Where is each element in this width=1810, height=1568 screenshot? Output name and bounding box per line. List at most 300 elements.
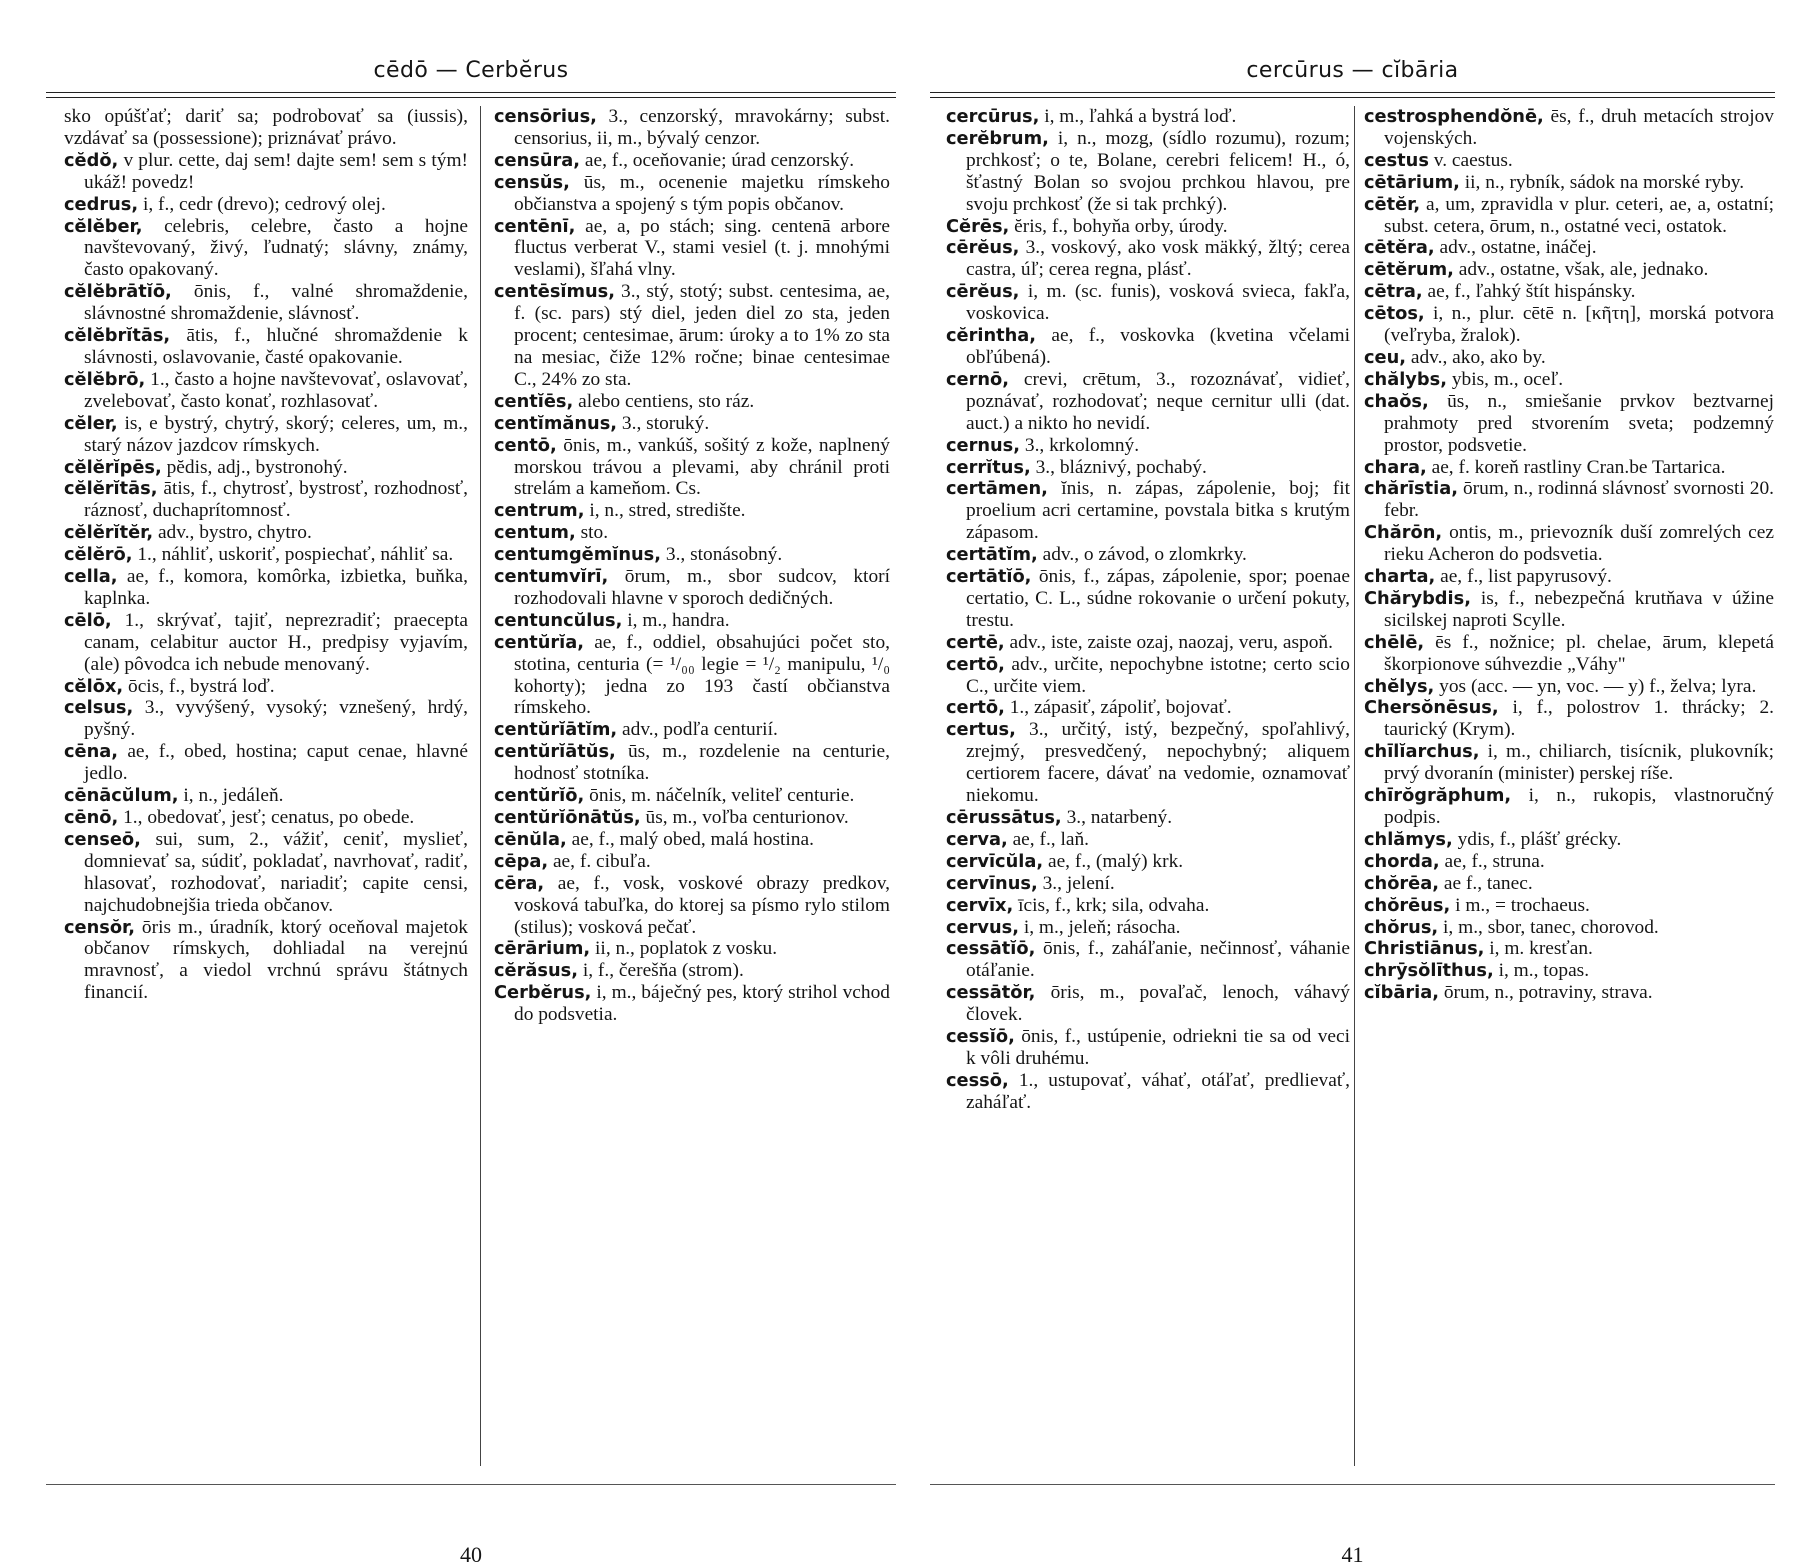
entry-headword: chŏrēus, bbox=[1364, 894, 1451, 916]
dictionary-entry bbox=[1364, 259, 1774, 281]
dictionary-entry bbox=[494, 807, 890, 829]
entry-definition: 1., zápasiť, zápoliť, bojovať. bbox=[1009, 697, 1232, 719]
entry-definition: adv., iste, zaiste ozaj, naozaj, veru, aspoň. bbox=[1009, 631, 1333, 653]
dictionary-entry bbox=[494, 719, 890, 741]
entry-definition: 1., často a hojne navštevovať, oslavovať, zvelebovať, často konať, rozhlasovať. bbox=[84, 368, 468, 412]
entry-headword: centumvĭrī, bbox=[494, 566, 609, 588]
dictionary-entry bbox=[494, 391, 890, 413]
entry-definition: ātis, f., chytrosť, bystrosť, rozhodnosť, ráznosť, duchaprítomnosť. bbox=[84, 478, 468, 522]
entry-headword: chaŏs, bbox=[1364, 390, 1429, 412]
dictionary-entry bbox=[946, 544, 1350, 566]
entry-definition: 3., jelení. bbox=[1042, 872, 1115, 894]
dictionary-entry bbox=[1364, 960, 1774, 982]
dictionary-entry bbox=[494, 938, 890, 960]
entry-headword: cĕrinthа, bbox=[946, 325, 1037, 347]
entry-headword: cĕlōx, bbox=[64, 675, 124, 697]
entry-headword: centŭrĭō, bbox=[494, 785, 585, 807]
entry-headword: cĕlĕber, bbox=[64, 215, 143, 237]
entry-headword: chara, bbox=[1364, 456, 1427, 478]
dictionary-entry bbox=[1364, 741, 1774, 785]
entry-headword: cercūrus, bbox=[946, 106, 1040, 127]
entry-definition: i, m. (sc. funis), vosková svieca, fakľa, voskovica. bbox=[966, 281, 1350, 325]
entry-headword: censŭs, bbox=[494, 171, 570, 193]
dictionary-entry bbox=[1364, 873, 1774, 895]
dictionary-entry bbox=[1364, 457, 1774, 479]
entry-definition: ēs f., nožnice; pl. chelae, ārum, klepetá škorpionove súhvezdie „Váhy" bbox=[1384, 631, 1774, 675]
entry-headword: centŭrĭa, bbox=[494, 631, 585, 653]
entry-headword: cestus bbox=[1364, 149, 1429, 171]
dictionary-entry bbox=[1364, 106, 1774, 150]
entry-definition: adv., určite, nepochybne istotne; certo scio C., určite viem. bbox=[966, 653, 1350, 697]
entry-definition: ōrum, n., rodinná slávnosť svornosti 20. febr. bbox=[1384, 478, 1774, 522]
entry-definition: pĕdis, adj., bystronohý. bbox=[166, 456, 348, 478]
dictionary-entry bbox=[64, 369, 468, 413]
entry-headword: chīlĭarchus, bbox=[1364, 741, 1480, 763]
entry-definition: ae, f., vosk, voskové obrazy predkov, vosková tabuľka, do ktorej sa písmo rylo stilom (stilus); vosková pečať. bbox=[514, 872, 890, 938]
entry-definition: 3., stonásobný. bbox=[665, 544, 783, 566]
entry-definition: ae f., tanec. bbox=[1443, 872, 1533, 894]
dictionary-column bbox=[946, 106, 1350, 1464]
entry-definition: ātis, f., hlučné shromaždenie k slávnosti, oslavovanie, časté opakovanie. bbox=[84, 325, 468, 368]
entry-headword: cerva, bbox=[946, 828, 1008, 850]
entry-definition: i, n., rukopis, vlastnoručný podpis. bbox=[1384, 785, 1774, 828]
dictionary-entry bbox=[1364, 676, 1774, 698]
footer-rule bbox=[46, 1484, 896, 1485]
entry-headword: centŭrĭōnātŭs, bbox=[494, 807, 641, 828]
entry-headword: cēlō, bbox=[64, 609, 112, 631]
dictionary-entry bbox=[946, 917, 1350, 939]
entry-definition: i, m., sbor, tanec, chorovod. bbox=[1443, 916, 1659, 938]
entry-headword: cēnō, bbox=[64, 807, 119, 828]
left-page bbox=[46, 0, 896, 1567]
dictionary-column bbox=[64, 106, 468, 1464]
entry-headword: cessĭō, bbox=[946, 1026, 1015, 1048]
entry-headword: cĭbāria, bbox=[1364, 982, 1439, 1004]
entry-headword: cĕlĕbrĭtās, bbox=[64, 325, 171, 347]
entry-definition: 3., bláznivý, pochabý. bbox=[1035, 456, 1207, 478]
dictionary-entry bbox=[494, 982, 890, 1026]
entry-headword: cētĕrum, bbox=[1364, 259, 1454, 281]
entry-headword: certē, bbox=[946, 631, 1005, 653]
entry-headword: centō, bbox=[494, 434, 557, 456]
entry-headword: cerĕbrum, bbox=[946, 127, 1049, 149]
entry-headword: censŏr, bbox=[64, 916, 135, 938]
entry-headword: cernus, bbox=[946, 434, 1021, 456]
entry-definition: 1., skrývať, tajiť, neprezradiť; praecepta canam, celabitur auctor H., predpisy vyjavím, (ale) pôvodca ich nebude menovaný. bbox=[84, 609, 468, 675]
entry-headword: cēpa, bbox=[494, 850, 549, 872]
dictionary-entry bbox=[64, 676, 468, 698]
entry-headword: Chărybdis, bbox=[1364, 587, 1471, 609]
dictionary-entry bbox=[494, 106, 890, 150]
entry-definition: 1., náhliť, uskoriť, pospiechať, náhliť sa. bbox=[137, 544, 454, 566]
dictionary-entry bbox=[1364, 237, 1774, 259]
entry-definition: celebris, celebre, často a hojne navštevovaný, živý, ľudnatý; slávny, známy, často opakovaný. bbox=[84, 215, 468, 281]
entry-definition: sko opúšťať; dariť sa; podrobovať sa (iussis), vzdávať sa (possessione); priznávať právo. bbox=[64, 106, 468, 149]
entry-headword: cĕlĕrō, bbox=[64, 544, 133, 566]
dictionary-entry bbox=[494, 281, 890, 391]
entry-headword: cētra, bbox=[1364, 281, 1423, 303]
entry-headword: chĕlys, bbox=[1364, 675, 1435, 697]
dictionary-entry bbox=[494, 829, 890, 851]
entry-headword: centum, bbox=[494, 522, 576, 544]
entry-definition: ōnis, f., valné shromaždenie, slávnostné shromaždenie, slávnosť. bbox=[84, 281, 468, 325]
entry-headword: Cĕrēs, bbox=[946, 215, 1010, 237]
entry-headword: cernō, bbox=[946, 368, 1009, 390]
entry-headword: certō, bbox=[946, 653, 1005, 675]
dictionary-entry bbox=[1364, 895, 1774, 917]
entry-definition: ĭnis, n. zápas, zápolenie, boj; fit proelium acri certamine, povstala bitka s krutým zápasom. bbox=[966, 478, 1350, 544]
entry-definition: ōrum, n., potraviny, strava. bbox=[1443, 982, 1653, 1004]
entry-definition: ĕris, f., bohyňa orby, úrody. bbox=[1014, 215, 1228, 237]
dictionary-entry bbox=[1364, 632, 1774, 676]
entry-definition: i, f., cedr (drevo); cedrový olej. bbox=[142, 193, 386, 215]
dictionary-entry bbox=[1364, 851, 1774, 873]
entry-definition: i, f., polostrov 1. thrácky; 2. taurický (Krym). bbox=[1384, 697, 1774, 741]
entry-definition: 3., voskový, ako vosk mäkký, žltý; cerea castra, úľ; cerea regna, plásť. bbox=[966, 237, 1350, 281]
entry-headword: cētĕra, bbox=[1364, 237, 1435, 259]
right-page bbox=[930, 0, 1775, 1567]
dictionary-entry bbox=[1364, 303, 1774, 347]
entry-definition: adv., ostatne, ináčej. bbox=[1439, 237, 1597, 259]
dictionary-entry bbox=[946, 938, 1350, 982]
dictionary-entry bbox=[64, 785, 468, 807]
entry-definition: ōrum, m., sbor sudcov, ktorí rozhodovali hlavne v sporoch dedičných. bbox=[514, 566, 890, 609]
entry-headword: charta, bbox=[1364, 566, 1436, 588]
entry-headword: cerrĭtus, bbox=[946, 456, 1031, 478]
entry-definition: i, m., topas. bbox=[1498, 960, 1590, 982]
entry-definition: yos (acc. — yn, voc. — y) f., želva; lyra. bbox=[1439, 675, 1757, 697]
entry-headword: Chersŏnēsus, bbox=[1364, 697, 1499, 719]
entry-definition: i, n., jedáleň. bbox=[183, 785, 284, 807]
dictionary-entry bbox=[64, 917, 468, 1005]
running-head: cercūrus — cĭbāria bbox=[1246, 58, 1459, 83]
entry-headword: Cerbĕrus, bbox=[494, 982, 592, 1004]
entry-headword: cĕler, bbox=[64, 412, 118, 434]
entry-definition: ōnis, f., zápas, zápolenie, spor; poenae certatio, C. L., súdne rokovanie o určení pokuty, trestu. bbox=[966, 566, 1350, 631]
dictionary-entry bbox=[494, 873, 890, 939]
entry-definition: ae, f., komora, komôrka, izbietka, buňka, kaplnka. bbox=[84, 566, 468, 609]
entry-headword: cētĕr, bbox=[1364, 193, 1421, 215]
dictionary-entry bbox=[1364, 829, 1774, 851]
page-number: 41 bbox=[1341, 1542, 1364, 1567]
entry-definition: ēs, f., druh metacích strojov vojenských. bbox=[1384, 106, 1774, 149]
dictionary-entry bbox=[494, 522, 890, 544]
entry-headword: cĕlĕbrātĭō, bbox=[64, 281, 172, 303]
dictionary-entry bbox=[64, 194, 468, 216]
entry-definition: ōris, m., povaľač, lenoch, váhavý človek. bbox=[966, 982, 1350, 1026]
entry-definition: i, f., čerešňa (strom). bbox=[582, 960, 744, 982]
entry-definition: ae, a, po stách; sing. centenā arbore fluctus verberat V., stami vesiel (t. j. mnohými veslami), šľahá vlny. bbox=[514, 215, 890, 281]
entry-definition: ae, f., ľahký štít hispánsky. bbox=[1427, 281, 1636, 303]
entry-headword: cĕdŏ, bbox=[64, 149, 119, 171]
entry-definition: ydis, f., plášť grécky. bbox=[1457, 828, 1622, 850]
page-number: 40 bbox=[460, 1542, 482, 1567]
dictionary-entry bbox=[494, 413, 890, 435]
entry-headword: cērārium, bbox=[494, 938, 591, 960]
dictionary-entry bbox=[946, 435, 1350, 457]
entry-headword: cēnācŭlum, bbox=[64, 785, 179, 807]
entry-headword: cessātĭō, bbox=[946, 938, 1036, 960]
column-divider bbox=[1354, 106, 1355, 1466]
dictionary-entry bbox=[946, 325, 1350, 369]
entry-definition: v. caestus. bbox=[1433, 149, 1513, 171]
dictionary-entry bbox=[64, 281, 468, 325]
entry-headword: cēnŭla, bbox=[494, 828, 567, 850]
entry-headword: chēlē, bbox=[1364, 631, 1425, 653]
dictionary-entry bbox=[946, 697, 1350, 719]
dictionary-entry bbox=[64, 697, 468, 741]
dictionary-entry bbox=[946, 719, 1350, 807]
entry-headword: cervus, bbox=[946, 916, 1019, 938]
entry-headword: cestrosphendŏnē, bbox=[1364, 106, 1544, 127]
dictionary-entry bbox=[64, 478, 468, 522]
entry-definition: 3., cenzorský, mravokárny; subst. censorius, ii, m., bývalý cenzor. bbox=[514, 106, 890, 149]
entry-headword: centumgĕmĭnus, bbox=[494, 544, 662, 566]
entry-definition: ontis, m., prievozník duší zomrelých cez rieku Acheron do podsvetia. bbox=[1384, 522, 1774, 566]
entry-headword: cērĕus, bbox=[946, 281, 1020, 303]
entry-headword: celsus, bbox=[64, 697, 134, 719]
entry-definition: 3., krkolomný. bbox=[1024, 434, 1140, 456]
dictionary-entry bbox=[64, 216, 468, 282]
dictionary-entry bbox=[64, 807, 468, 829]
dictionary-entry bbox=[64, 829, 468, 917]
column-divider bbox=[480, 106, 481, 1466]
dictionary-entry bbox=[64, 544, 468, 566]
entry-headword: cērussātus, bbox=[946, 807, 1062, 828]
entry-definition: ae, f., oceňovanie; úrad cenzorský. bbox=[584, 149, 855, 171]
entry-definition: adv., podľa centurií. bbox=[622, 719, 778, 741]
entry-definition: i, m., báječný pes, ktorý strihol vchod do podsvetia. bbox=[514, 982, 890, 1026]
entry-definition: ae, f. koreň rastliny Cran.be Tartarica. bbox=[1431, 456, 1726, 478]
entry-definition: crevi, crētum, 3., rozoznávať, vidieť, poznávať, rozhodovať; neque cernitur ulli (dat. auct.) a nikto ho nevidí. bbox=[966, 368, 1350, 434]
entry-definition: ae, f., list papyrusový. bbox=[1440, 566, 1612, 588]
dictionary-entry bbox=[494, 785, 890, 807]
dictionary-entry bbox=[64, 566, 468, 610]
dictionary-entry bbox=[494, 150, 890, 172]
entry-definition: ūs, m., voľba centurionov. bbox=[645, 807, 849, 828]
entry-headword: cēna, bbox=[64, 741, 119, 763]
dictionary-entry bbox=[1364, 281, 1774, 303]
entry-definition: sui, sum, 2., vážiť, ceniť, myslieť, domnievať sa, súdiť, pokladať, navrhovať, radiť, hlasovať, rozhodovať, nariadiť; capite censi, najchudobnejšia trieda občanov. bbox=[84, 828, 468, 916]
entry-headword: cētos, bbox=[1364, 303, 1425, 325]
entry-headword: chrȳsŏlīthus, bbox=[1364, 960, 1494, 982]
dictionary-entry bbox=[946, 1026, 1350, 1070]
entry-definition: ii, n., rybník, sádok na morské ryby. bbox=[1464, 171, 1745, 193]
entry-definition: ae, f., voskovka (kvetina včelami obľúbená). bbox=[966, 325, 1350, 368]
entry-headword: Chărōn, bbox=[1364, 522, 1443, 544]
entry-headword: cervīnus, bbox=[946, 872, 1038, 894]
dictionary-entry bbox=[494, 500, 890, 522]
entry-definition: i, m. kresťan. bbox=[1489, 938, 1593, 960]
dictionary-entry bbox=[946, 895, 1350, 917]
dictionary-entry bbox=[946, 829, 1350, 851]
entry-definition: i, n., plur. cētē n. [κῆτη], morská potvora (veľryba, žralok). bbox=[1384, 303, 1774, 347]
entry-definition: 3., stý, stotý; subst. centesima, ae, f. (sc. pars) stý diel, jeden diel zo sta, jeden procent; centesimae, ārum: úroky a to 1% zo sta na mesiac, čiže 12% ročne; binae centesimae C., 24% zo sta. bbox=[514, 281, 890, 390]
entry-headword: cervīx, bbox=[946, 894, 1014, 916]
dictionary-entry bbox=[1364, 478, 1774, 522]
entry-definition: ōnis, m. náčelník, veliteľ centurie. bbox=[589, 785, 855, 807]
entry-definition: ōnis, f., zaháľanie, nečinnosť, váhanie otáľanie. bbox=[966, 938, 1350, 982]
entry-definition: i, m., ľahká a bystrá loď. bbox=[1044, 106, 1237, 127]
entry-headword: centēsĭmus, bbox=[494, 281, 616, 303]
entry-definition: ōris m., úradník, ktorý oceňoval majetok občanov rímskych, dohliadal na verejnú mravnosť, a viedol vrchnú správu štátnych financií. bbox=[84, 916, 468, 1004]
entry-headword: certus, bbox=[946, 719, 1016, 741]
dictionary-entry bbox=[1364, 785, 1774, 829]
dictionary-entry bbox=[1364, 150, 1774, 172]
dictionary-entry bbox=[494, 610, 890, 632]
entry-headword: certō, bbox=[946, 697, 1005, 719]
entry-headword: chărīstia, bbox=[1364, 478, 1458, 500]
entry-headword: cĕrăsus, bbox=[494, 960, 578, 982]
dictionary-entry bbox=[946, 478, 1350, 544]
entry-definition: ae, f. cibuľa. bbox=[552, 850, 651, 872]
header-rule bbox=[46, 97, 896, 98]
entry-headword: ceu, bbox=[1364, 346, 1407, 368]
entry-headword: cērĕus, bbox=[946, 237, 1020, 259]
entry-definition: ae, f., laň. bbox=[1012, 828, 1090, 850]
dictionary-entry bbox=[494, 435, 890, 501]
entry-definition: adv., o závod, o zlomkrky. bbox=[1042, 544, 1247, 566]
entry-definition: 1., ustupovať, váhať, otáľať, predlievať, zaháľať. bbox=[966, 1069, 1350, 1113]
entry-headword: centēnī, bbox=[494, 215, 576, 237]
entry-headword: certātĭm, bbox=[946, 544, 1038, 566]
dictionary-entry bbox=[64, 741, 468, 785]
entry-headword: cētārium, bbox=[1364, 171, 1460, 193]
running-head: cēdō — Cerbĕrus bbox=[373, 58, 569, 83]
entry-definition: adv., ako, ako by. bbox=[1410, 346, 1546, 368]
dictionary-entry bbox=[494, 172, 890, 216]
dictionary-entry bbox=[1364, 588, 1774, 632]
entry-definition: ae, f., (malý) krk. bbox=[1047, 850, 1184, 872]
entry-headword: cēra, bbox=[494, 872, 545, 894]
entry-definition: īcis, f., krk; sila, odvaha. bbox=[1018, 894, 1210, 916]
entry-definition: is, e bystrý, chytrý, skorý; celeres, um, m., starý názov jazdcov rímskych. bbox=[84, 412, 468, 456]
entry-headword: centĭmănus, bbox=[494, 412, 618, 434]
entry-headword: certātĭō, bbox=[946, 566, 1032, 588]
dictionary-entry bbox=[946, 128, 1350, 216]
dictionary-entry bbox=[64, 325, 468, 369]
entry-headword: chlămys, bbox=[1364, 828, 1453, 850]
entry-definition: ōnis, m., vankúš, sošitý z kože, naplnený morskou trávou a plevami, aby chránil proti strelám a kameňom. Cs. bbox=[514, 434, 890, 500]
dictionary-entry bbox=[1364, 917, 1774, 939]
entry-definition: ii, n., poplatok z vosku. bbox=[595, 938, 778, 960]
dictionary-entry bbox=[1364, 938, 1774, 960]
entry-headword: chīrŏgrăphum, bbox=[1364, 785, 1512, 807]
dictionary-entry bbox=[946, 873, 1350, 895]
dictionary-entry bbox=[1364, 369, 1774, 391]
entry-headword: centrum, bbox=[494, 500, 585, 522]
entry-headword: centŭrĭātĭm, bbox=[494, 719, 618, 741]
entry-headword: cessātŏr, bbox=[946, 982, 1036, 1004]
dictionary-entry bbox=[946, 807, 1350, 829]
entry-definition: sto. bbox=[580, 522, 609, 544]
entry-headword: Christiānus, bbox=[1364, 938, 1485, 960]
entry-definition: i, n., mozg, (sídlo rozumu), rozum; prchkosť; o te, Bolane, cerebri felicem! H., ó, šťastný Bolan so svojou prchkou hlavou, pre svoju prchkosť (že si tak prchký). bbox=[966, 127, 1350, 215]
entry-definition: ae, f., oddiel, obsahujúci počet sto, stotina, centuria (= ¹/₀₀ legie = ¹/₂ manipulu, ¹/₀ kohorty); jedna zo 193 častí občianstva rímskeho. bbox=[514, 631, 890, 719]
entry-definition: i, m., handra. bbox=[627, 609, 730, 631]
entry-definition: ōcis, f., bystrá loď. bbox=[128, 675, 275, 697]
entry-headword: censōrius, bbox=[494, 106, 597, 127]
dictionary-entry bbox=[946, 654, 1350, 698]
entry-headword: chălybs, bbox=[1364, 368, 1447, 390]
entry-definition: ae, f., malý obed, malá hostina. bbox=[571, 828, 814, 850]
entry-headword: censūra, bbox=[494, 149, 581, 171]
entry-headword: centĭēs, bbox=[494, 390, 574, 412]
dictionary-entry bbox=[494, 851, 890, 873]
entry-definition: v plur. cette, daj sem! dajte sem! sem s tým! ukáž! povedz! bbox=[84, 149, 468, 193]
entry-definition: ae, f., struna. bbox=[1444, 850, 1545, 872]
entry-definition: i, m., jeleň; rásocha. bbox=[1023, 916, 1181, 938]
dictionary-entry bbox=[946, 216, 1350, 238]
dictionary-entry bbox=[946, 369, 1350, 435]
header-rule bbox=[930, 97, 1775, 98]
dictionary-entry bbox=[494, 741, 890, 785]
entry-definition: alebo centiens, sto ráz. bbox=[578, 390, 755, 412]
entry-definition: a, um, zpravidla v plur. ceteri, ae, a, ostatní; subst. cetera, ōrum, n., ostatné veci, ostatok. bbox=[1384, 193, 1774, 237]
entry-definition: i, n., stred, stredište. bbox=[589, 500, 746, 522]
entry-headword: centŭrĭātŭs, bbox=[494, 741, 616, 763]
entry-headword: cedrus, bbox=[64, 193, 139, 215]
entry-headword: cella, bbox=[64, 566, 118, 588]
entry-headword: cĕlĕbrō, bbox=[64, 368, 146, 390]
dictionary-column bbox=[494, 106, 890, 1464]
entry-headword: censeō, bbox=[64, 828, 141, 850]
dictionary-entry bbox=[946, 982, 1350, 1026]
entry-definition: 3., vyvýšený, vysoký; vznešený, hrdý, pyšný. bbox=[84, 697, 468, 741]
dictionary-entry bbox=[1364, 172, 1774, 194]
footer-rule bbox=[930, 1484, 1775, 1485]
dictionary-entry bbox=[494, 216, 890, 282]
dictionary-entry bbox=[64, 413, 468, 457]
dictionary-entry bbox=[1364, 982, 1774, 1004]
dictionary-column bbox=[1364, 106, 1774, 1464]
entry-definition: adv., ostatne, však, ale, jednako. bbox=[1458, 259, 1709, 281]
entry-headword: chŏrus, bbox=[1364, 916, 1439, 938]
dictionary-entry bbox=[64, 610, 468, 676]
entry-definition: adv., bystro, chytro. bbox=[157, 522, 312, 544]
dictionary-entry bbox=[494, 544, 890, 566]
entry-definition: ae, f., obed, hostina; caput cenae, hlavné jedlo. bbox=[84, 741, 468, 785]
dictionary-entry bbox=[1364, 566, 1774, 588]
entry-headword: cessō, bbox=[946, 1069, 1009, 1091]
entry-headword: cĕlĕrĭpēs, bbox=[64, 456, 162, 478]
entry-definition: is, f., nebezpečná krutňava v úžine sicilskej naproti Scylle. bbox=[1384, 587, 1774, 631]
entry-headword: centuncŭlus, bbox=[494, 609, 623, 631]
dictionary-entry bbox=[1364, 347, 1774, 369]
dictionary-entry bbox=[64, 522, 468, 544]
header-rule bbox=[930, 92, 1775, 93]
entry-definition: i, m., chiliarch, tisícnik, plukovník; prvý dvoranín (minister) perskej ríše. bbox=[1384, 741, 1774, 785]
dictionary-entry bbox=[1364, 697, 1774, 741]
dictionary-entry bbox=[946, 106, 1350, 128]
dictionary-entry bbox=[946, 1070, 1350, 1114]
header-rule bbox=[46, 92, 896, 93]
dictionary-entry bbox=[64, 150, 468, 194]
dictionary-entry bbox=[946, 632, 1350, 654]
entry-headword: cĕlĕrĭtās, bbox=[64, 478, 158, 500]
dictionary-entry bbox=[64, 457, 468, 479]
entry-definition: ōnis, f., ustúpenie, odriekni tie sa od veci k vôli druhému. bbox=[966, 1026, 1350, 1069]
entry-definition: ybis, m., oceľ. bbox=[1451, 368, 1564, 390]
entry-headword: chŏrēa, bbox=[1364, 872, 1439, 894]
entry-definition: 3., určitý, istý, bezpečný, spoľahlivý, zrejmý, presvedčený, nepochybný; aliquem certiorem facere, dávať na vedomie, oznamovať niekomu. bbox=[966, 719, 1350, 807]
entry-headword: certāmen, bbox=[946, 478, 1048, 500]
dictionary-entry bbox=[946, 281, 1350, 325]
entry-definition: 3., storuký. bbox=[621, 412, 710, 434]
dictionary-entry bbox=[64, 106, 468, 150]
dictionary-entry bbox=[494, 632, 890, 720]
dictionary-entry bbox=[1364, 194, 1774, 238]
